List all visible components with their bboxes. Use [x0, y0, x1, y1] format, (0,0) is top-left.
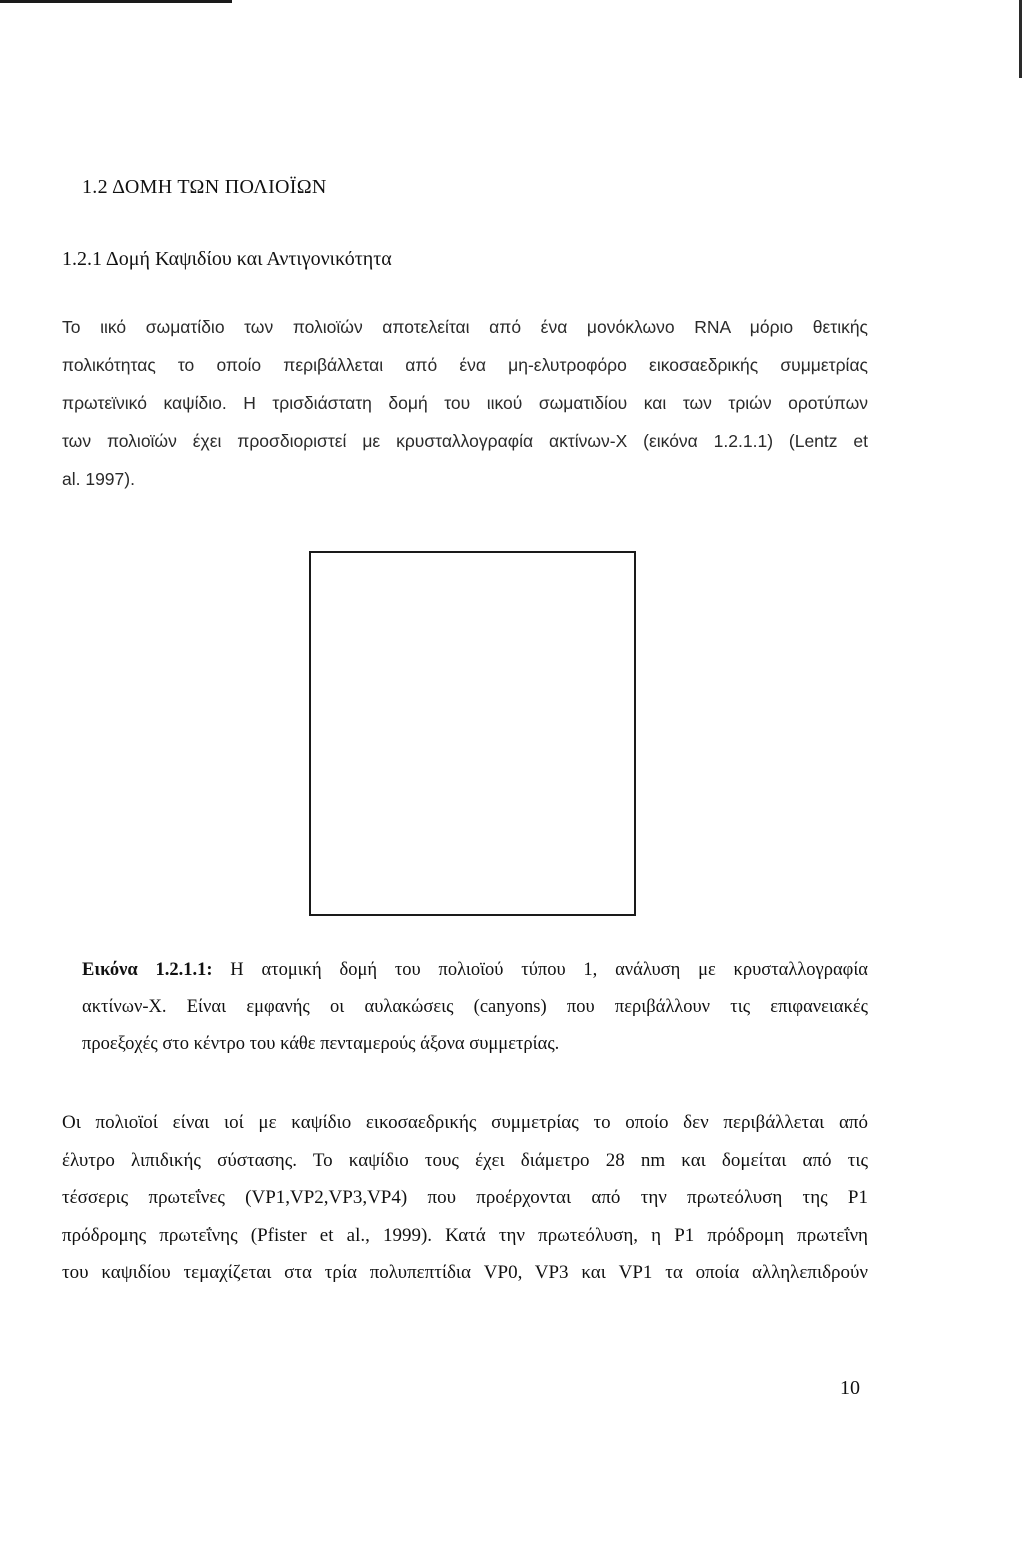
section-title: 1.2 ΔΟΜΗ ΤΩΝ ΠΟΛΙΟΪΩΝ	[82, 176, 327, 198]
caption-text: Η ατομική δομή του πολιοϊού τύπου 1, ανάλυση με κρυσταλλογραφία	[212, 960, 868, 980]
body-paragraph	[62, 1104, 868, 1292]
figure-image-placeholder	[309, 551, 636, 916]
figure-caption	[82, 952, 868, 1063]
caption-line: προεξοχές στο κέντρο του κάθε πενταμερούς άξονα συμμετρίας.	[82, 1034, 560, 1054]
intro-line: πολικότητας το οποίο περιβάλλεται από ένα μη-ελυτροφόρο εικοσαεδρικής συμμετρίας	[62, 355, 868, 375]
scan-border-right	[1019, 0, 1022, 78]
intro-line: Το ιικό σωματίδιο των πολιοϊών αποτελείται από ένα μονόκλωνο RNA μόριο θετικής	[62, 317, 868, 337]
caption-label: Εικόνα 1.2.1.1:	[82, 960, 213, 980]
intro-paragraph	[62, 308, 868, 498]
body-line: έλυτρο λιπιδικής σύστασης. Το καψίδιο τους έχει διάμετρο 28 nm και δομείται από τις	[62, 1149, 868, 1171]
body-line: πρόδρομης πρωτεΐνης (Pfister et al., 1999). Κατά την πρωτεόλυση, η P1 πρόδρομη πρωτεΐνη	[62, 1224, 868, 1246]
intro-line: των πολιοϊών έχει προσδιοριστεί με κρυσταλλογραφία ακτίνων-Χ (εικόνα 1.2.1.1) (Lentz et	[62, 431, 868, 451]
intro-line: πρωτεϊνικό καψίδιο. Η τρισδιάστατη δομή του ιικού σωματιδίου και των τριών οροτύπων	[62, 393, 868, 413]
subsection-title: 1.2.1 Δομή Καψιδίου και Αντιγονικότητα	[62, 248, 392, 270]
body-line: τέσσερις πρωτεΐνες (VP1,VP2,VP3,VP4) που προέρχονται από την πρωτεόλυση της P1	[62, 1187, 868, 1208]
caption-line	[82, 952, 868, 989]
body-line: του καψιδίου τεμαχίζεται στα τρία πολυπεπτίδια VP0, VP3 και VP1 τα οποία αλληλεπιδρούν	[62, 1262, 868, 1283]
caption-line: ακτίνων-Χ. Είναι εμφανής οι αυλακώσεις (canyons) που περιβάλλουν τις επιφανειακές	[82, 997, 868, 1017]
body-line: Οι πολιοϊοί είναι ιοί με καψίδιο εικοσαεδρικής συμμετρίας το οποίο δεν περιβάλλεται από	[62, 1112, 868, 1133]
page-number: 10	[840, 1377, 860, 1399]
scan-border-top	[0, 0, 232, 3]
intro-line: al. 1997).	[62, 469, 135, 489]
